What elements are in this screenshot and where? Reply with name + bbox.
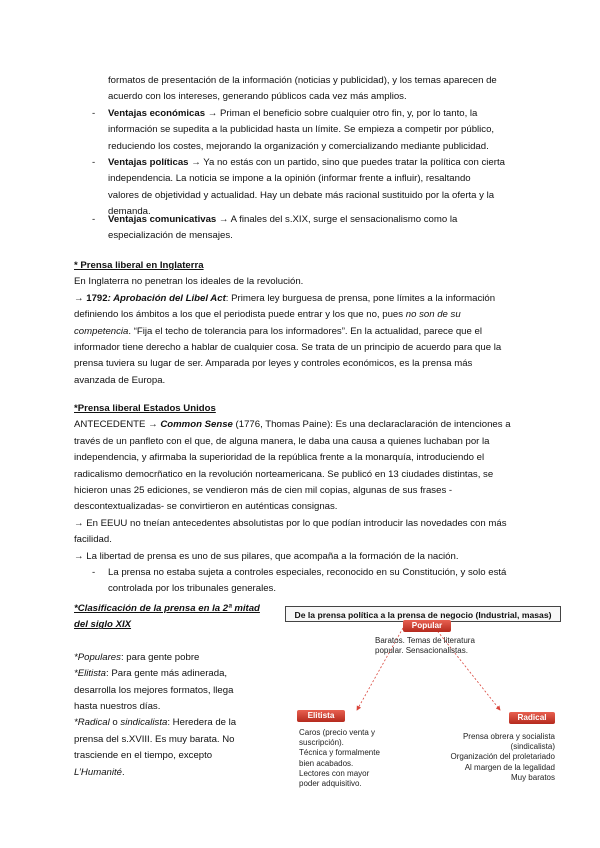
list-continuation	[108, 73, 578, 106]
popular-tag: Popular	[403, 620, 451, 632]
text-line: través de un panfleto con el que, de alguna manera, le daba una causa a quienes luchaban por la	[74, 435, 490, 447]
text-line: .	[122, 766, 125, 778]
type-label: *Elitista	[74, 668, 106, 680]
dash-bullet: -	[92, 157, 96, 168]
radical-tag: Radical	[509, 712, 555, 724]
text-line: radicalismo democrñatico en la revolución norteamericana. Se publicó en 13 ciudades distintas, se	[74, 468, 494, 480]
italic-text: L’Humanité	[74, 766, 122, 778]
text-line: ANTECEDENTE →	[74, 419, 161, 431]
section-heading: *Clasificación de la prensa en la 2ª mitad	[74, 603, 260, 614]
diagram-title: De la prensa política a la prensa de negocio (Industrial, masas)	[285, 606, 561, 622]
text-line: : para gente pobre	[120, 651, 200, 663]
text-line: : Heredera de la	[167, 717, 237, 729]
text-line: descontextualizadas- se convirtieron en auténticas consignas.	[74, 501, 338, 513]
type-label: sindicalista	[120, 717, 168, 729]
section-heading: * Prensa liberal en Inglaterra	[74, 260, 204, 271]
text-line: desarrolla los mejores formatos, llega	[74, 684, 234, 696]
text-line: o	[109, 717, 121, 729]
elitista-description	[299, 728, 419, 789]
section-heading: *Prensa liberal Estados Unidos	[74, 403, 216, 414]
text-line: poder adquisitivo.	[299, 779, 362, 789]
text-line: informador tiene derecho a hablar de cualquier cosa. Se trata de un principio de acuerdo para que la	[74, 342, 502, 354]
text-line: acuerdo con los intereses, generando públicos cada vez más amplios.	[108, 91, 407, 103]
text-line: La prensa no estaba sujeta a controles especiales, reconocido en su Constitución, y solo está	[108, 567, 507, 579]
text-line: popular. Sensacionalistas.	[375, 646, 468, 656]
list-item-comunicativas	[92, 212, 578, 245]
italic-text: no son de su	[405, 309, 461, 321]
text-line: Baratos. Temas de literatura	[375, 636, 475, 645]
arrow-glyph: →	[218, 214, 229, 225]
text-line: independencia, y afirmaba la superioridad de la república frente a la monarquía, introduciendo el	[74, 452, 485, 464]
text-line: En Inglaterra no penetran los ideales de la revolución.	[74, 276, 304, 288]
dash-bullet: -	[92, 214, 96, 225]
act-title: : Aprobación del Libel Act	[107, 292, 226, 304]
text-line: Lectores con mayor	[299, 768, 370, 778]
text-line: especialización de mensajes.	[108, 230, 233, 242]
arrow-glyph: →	[191, 157, 201, 168]
work-title: Common Sense	[160, 419, 233, 431]
text-line: definiendo los ámbitos a los que el periodista puede entrar y los que no, pues	[74, 309, 406, 321]
text-line: → La libertad de prensa es uno de sus pilares, que acompaña a la formación de la nación.	[74, 550, 459, 562]
list-item-politicas	[92, 155, 578, 221]
popular-description	[375, 636, 505, 656]
text-line: controlada por los tribunales generales.	[108, 583, 276, 595]
text-line: avanzada de Europa.	[74, 374, 166, 386]
text-line: (1776, Thomas Paine): Es una declaraclaración de intenciones a	[232, 419, 511, 431]
text-line: reduciendo los costes, mejorando la organización y comercializando mediante publicidad.	[108, 140, 489, 152]
elitista-tag: Elitista	[297, 710, 345, 722]
section-heading: del siglo XIX	[74, 619, 132, 631]
text-line: hicieron unas 25 ediciones, se vendieron más de cien mil copias, algunas de sus frases -	[74, 485, 453, 497]
type-label: *Radical	[74, 717, 110, 729]
text-line: : Para gente más adinerada,	[106, 668, 228, 680]
dash-bullet: -	[92, 567, 96, 579]
radical-description	[425, 732, 555, 783]
text-line: : Primera ley burguesa de prensa, pone límites a la información	[225, 292, 496, 304]
text-line: valores de objetividad y actualidad. Hay un debate más racional sustituido por la oferta y la	[108, 189, 495, 201]
text-line: (sindicalista)	[510, 742, 555, 752]
text-line: Muy baratos	[510, 772, 555, 782]
text-line: Al margen de la legalidad	[464, 762, 555, 772]
item-title: Ventajas comunicativas	[108, 214, 217, 225]
text-line: → En EEUU no tneían antecedentes absolutistas por lo que podían introducir las novedades con más	[74, 517, 507, 529]
text-line: bien acabados.	[299, 758, 354, 768]
text-line: información se supedita a la publicidad hasta un límite. Se empieza a competir por público,	[108, 124, 495, 136]
text-line: Técnica y formalmente	[299, 748, 380, 758]
text-line: prensa del s.XVIII. Es muy barata. No	[74, 733, 235, 745]
text-line: A finales del s.XIX, surge el sensacionalismo como la	[228, 214, 458, 225]
text-line: trasciende en el tiempo, excepto	[74, 750, 213, 762]
item-title: Ventajas económicas	[108, 108, 206, 119]
section-inglaterra	[74, 258, 584, 389]
press-diagram	[285, 606, 561, 802]
text-line: Organización del proletariado	[450, 752, 555, 762]
text-line: independencia. La noticia se impone a la opinión (informar frente a influir), resaltando	[108, 173, 471, 185]
text-line: formatos de presentación de la información (noticias y publicidad), y los temas aparecen de	[108, 75, 497, 86]
arrow-glyph: →	[207, 108, 218, 119]
text-line: prensa tuviera su lugar de ser. Amparada por leyes y controles económicos, es la prensa más	[74, 358, 473, 370]
text-line: Priman el beneficio sobre cualquier otro fin, y, por lo tanto, la	[217, 108, 478, 119]
text-line: demanda.	[108, 206, 151, 218]
text-line: Ya no estás con un partido, sino que puedes tratar la política con cierta	[200, 157, 505, 168]
italic-text: competencia	[74, 325, 129, 337]
text-line: hasta nuestros días.	[74, 701, 161, 713]
text-line: Prensa obrera y socialista	[462, 732, 555, 741]
text-line: facilidad.	[74, 534, 112, 546]
section-clasificacion	[74, 601, 274, 781]
type-label: *Populares	[74, 651, 121, 663]
section-eeuu	[74, 401, 584, 598]
year-label: → 1792	[74, 292, 108, 304]
text-line: Caros (precio venta y	[299, 728, 376, 737]
text-line: suscripción).	[299, 738, 344, 748]
item-title: Ventajas políticas	[108, 157, 189, 168]
text-line: . “Fija el techo de tolerancia para los informadores”. En la actualidad, parece que el	[128, 325, 482, 337]
dash-bullet: -	[92, 108, 96, 119]
list-item-economicas	[92, 106, 578, 155]
